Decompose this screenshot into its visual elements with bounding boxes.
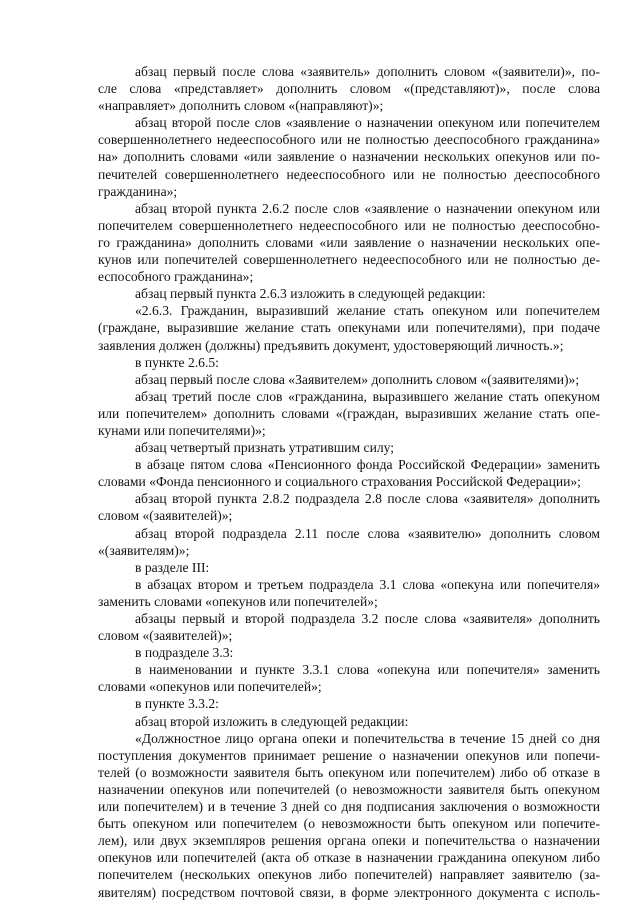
text-line: абзац второй пункта 2.6.2 после слов «заявление о назначении опекуном или (135, 200, 600, 216)
text-line: абзац второй после слов «заявление о назначении опекуном или попечителем (135, 115, 600, 131)
text-line: в пункте 3.3.2: (135, 696, 219, 712)
text-line: заменить словами «опекунов или попечителей»; (98, 593, 378, 609)
text-line: лем), или двух экземпляров решения органа опеки и попечительства о назначении (98, 833, 600, 849)
text-line: словами «Фонда пенсионного и социального страхования Российской Федерации»; (98, 474, 581, 490)
text-line: быть опекуном или попечителем (о невозможности быть опекуном или попечите- (98, 816, 600, 832)
text-line: в абзаце пятом слова «Пенсионного фонда Российской Федерации» заменить (135, 457, 600, 473)
text-line: «направляет» дополнить словом «(направляют)»; (98, 98, 384, 114)
text-line: в абзацах втором и третьем подраздела 3.1 слова «опекуна или попечителя» (135, 576, 600, 592)
text-line: абзац третий после слов «гражданина, выразившего желание стать опекуном (135, 388, 600, 404)
text-line: совершеннолетнего недееспособного или не полностью дееспособного гражданина» (98, 132, 600, 148)
text-line: в подразделе 3.3: (135, 645, 234, 661)
text-line: или попечителем» дополнить словами «(граждан, выразивших желание стать опе- (98, 405, 600, 421)
text-line: или попечителем) и в течение 3 дней со дня подписания заключения о возможности (98, 799, 600, 815)
text-line: «2.6.3. Гражданин, выразивший желание стать опекуном или попечителем (135, 303, 600, 319)
text-line: словом «(заявителей)»; (98, 508, 233, 524)
text-line: словами «опекунов или попечителей»; (98, 679, 322, 695)
text-line: попечителем совершеннолетнего недееспособного или не полностью дееспособно- (98, 217, 600, 233)
text-line: «(заявителям)»; (98, 542, 190, 558)
text-line: кунов или попечителей совершеннолетнего недееспособного или не полностью де- (98, 252, 600, 268)
text-line: еспособного гражданина»; (98, 269, 254, 285)
text-line: в разделе III: (135, 559, 210, 575)
document-body (98, 63, 600, 901)
text-line: в пункте 2.6.5: (135, 354, 219, 370)
text-line: (граждане, выразившие желание стать опекунами или попечителями), при подаче (98, 320, 600, 336)
text-line: «Должностное лицо органа опеки и попечительства в течение 15 дней со дня (135, 730, 600, 746)
text-line: словом «(заявителей)»; (98, 628, 233, 644)
text-line: на» дополнить словами «или заявление о назначении нескольких опекунов или по- (98, 149, 600, 165)
text-line: опекунов или попечителей (акта об отказе в назначении гражданина опекуном либо (98, 850, 600, 866)
text-line: абзацы первый и второй подраздела 3.2 после слова «заявителя» дополнить (135, 611, 600, 626)
text-line: попечителем (нескольких опекунов либо попечителей) направляет заявителю (за- (98, 867, 600, 883)
text-line: печителей совершеннолетнего недееспособного или не полностью дееспособного (98, 166, 600, 182)
text-line: поступления документов принимает решение о назначении опекунов или попечи- (98, 747, 600, 763)
text-line: явителям) посредством почтовой связи, в форме электронного документа с исполь- (98, 884, 600, 900)
text-line: абзац второй изложить в следующей редакции: (135, 713, 409, 729)
text-line: заявления должен (должны) предъявить документ, удостоверяющий личность.»; (98, 337, 564, 353)
text-line: го гражданина» дополнить словами «или заявление о назначении нескольких опе- (98, 234, 600, 250)
text-line: абзац первый пункта 2.6.3 изложить в следующей редакции: (135, 286, 486, 302)
text-line: абзац второй подраздела 2.11 после слова «заявителю» дополнить словом (135, 525, 600, 541)
text-line: абзац четвертый признать утратившим силу; (135, 440, 395, 456)
text-line: абзац первый после слова «заявитель» дополнить словом «(заявители)», по- (135, 64, 600, 79)
text-line: кунами или попечителями)»; (98, 422, 266, 438)
text-line: телей (о возможности заявителя быть опекуном или попечителем) либо об отказе в (98, 764, 600, 780)
text-line: в наименовании и пункте 3.3.1 слова «опекуна или попечителя» заменить (135, 662, 600, 678)
text-line: назначении опекунов или попечителей (о невозможности заявителя быть опекуном (98, 781, 600, 797)
text-line: гражданина»; (98, 183, 178, 199)
text-line: абзац первый после слова «Заявителем» дополнить словом «(заявителями)»; (135, 371, 580, 387)
text-line: абзац второй пункта 2.8.2 подраздела 2.8 после слова «заявителя» дополнить (135, 491, 600, 507)
text-line: сле слова «представляет» дополнить словом «(представляют)», после слова (98, 81, 600, 97)
